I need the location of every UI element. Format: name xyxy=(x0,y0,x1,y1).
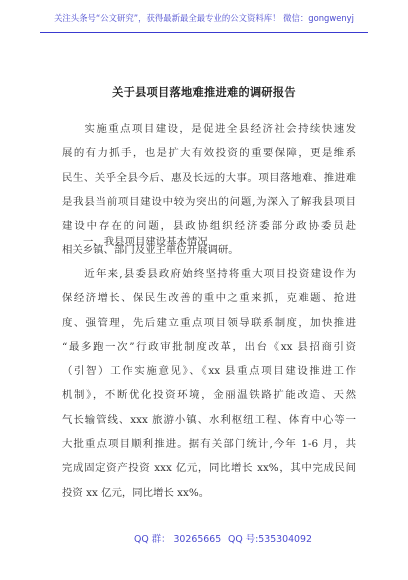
section-heading: 一、我县项目建设基本情况 xyxy=(83,236,208,248)
document-title: 关于县项目落地难推进难的调研报告 xyxy=(112,85,296,99)
intro-line: 展的有力抓手，也是扩大有效投资的重要保障，更是维系 xyxy=(62,147,356,160)
qq-account-number: QQ 号:535304092 xyxy=(228,534,312,545)
body-paragraph xyxy=(62,262,356,505)
body-line: 近年来,县委县政府始终坚持将重大项目投资建设作为 xyxy=(83,268,356,280)
body-line: 大批重点项目顺利推进。据有关部门统计,今年 1-6 月，共 xyxy=(62,438,356,451)
body-line: “最多跑一次”行政审批制度改革，出台《xx 县招商引资 xyxy=(62,340,356,353)
body-line: 度、强管理，先后建立重点项目领导联系制度，加快推进 xyxy=(62,316,356,329)
body-line: 机制》，不断优化投资环境，金丽温铁路扩能改造、天然 xyxy=(62,389,356,402)
header-divider xyxy=(40,32,368,33)
qq-group-number: QQ 群： 30265665 xyxy=(134,534,222,545)
intro-line: 实施重点项目建设，是促进全县经济社会持续快速发 xyxy=(83,123,356,135)
body-line: （引智）工作实施意见》、《xx 县重点项目建设推进工作 xyxy=(62,365,356,378)
intro-line: 相关乡镇、部门及业主单位开展调研。 xyxy=(62,244,239,257)
body-line: 气长输管线、xxx 旅游小镇、水利枢纽工程、体育中心等一 xyxy=(62,413,356,426)
body-line: 投资 xx 亿元，同比增长 xx%。 xyxy=(62,486,210,499)
intro-line: 建设中存在的问题，县政协组织经济委部分政协委员赴 xyxy=(62,220,356,233)
intro-line: 是我县当前项目建设中较为突出的问题,为深入了解我县项目 xyxy=(62,195,356,208)
body-line: 保经济增长、保民生改善的重中之重来抓，克难题、抢进 xyxy=(62,292,356,305)
header-promo-note: 关注头条号“公文研究”，获得最新最全最专业的公文资料库！ 微信：gongwenyj xyxy=(54,13,354,23)
body-line: 完成固定资产投资 xxx 亿元，同比增长 xx%，其中完成民间 xyxy=(62,462,356,475)
intro-line: 民生、关乎全县今后、惠及长远的大事。项目落地难、推进难 xyxy=(62,171,356,184)
